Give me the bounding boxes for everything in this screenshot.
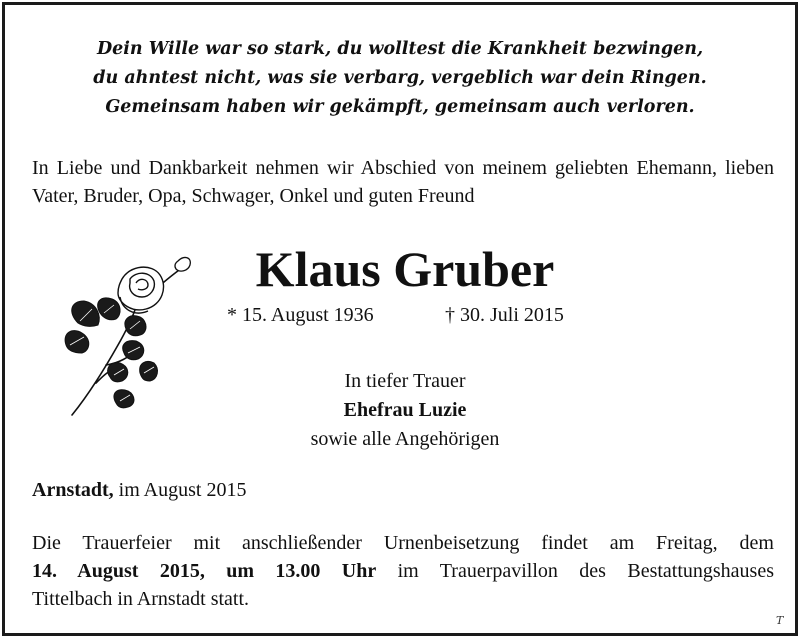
mourners-block xyxy=(205,367,605,454)
service-line: Tittelbach in Arnstadt statt. xyxy=(32,588,250,610)
month-year: im August 2015 xyxy=(118,479,247,501)
corner-mark: T xyxy=(776,614,784,627)
poem-line: Gemeinsam haben wir gekämpft, gemeinsam auch verloren. xyxy=(105,97,695,117)
service-line: Die Trauerfeier mit anschließender Urnenbeisetzung findet am Freitag, dem xyxy=(32,532,774,554)
mourning-phrase: In tiefer Trauer xyxy=(344,370,466,392)
obituary-frame xyxy=(2,2,798,636)
service-line xyxy=(32,557,774,585)
place-date-line xyxy=(32,479,246,502)
spouse-name: Ehefrau Luzie xyxy=(343,399,467,421)
service-location: im Trauerpavillon des Bestattungshauses xyxy=(397,560,774,582)
poem-line: du ahntest nicht, was sie verbarg, vergeblich war dein Ringen. xyxy=(93,68,707,88)
intro-text: In Liebe und Dankbarkeit nehmen wir Abschied von meinem geliebten Ehemann, lieben Vater, Bruder, Opa, Schwager, Onkel und guten Freund xyxy=(32,157,774,207)
poem-line: Dein Wille war so stark, du wolltest die Krankheit bezwingen, xyxy=(96,39,704,59)
birth-date: * 15. August 1936 xyxy=(227,304,374,326)
deceased-name: Klaus Gruber xyxy=(255,241,555,297)
service-notice xyxy=(32,529,774,613)
service-date-time: 14. August 2015, um 13.00 Uhr xyxy=(32,560,377,582)
poem xyxy=(5,35,795,122)
place-name: Arnstadt, xyxy=(32,479,114,501)
death-date: † 30. Juli 2015 xyxy=(445,304,564,326)
relatives-line: sowie alle Angehörigen xyxy=(310,428,500,450)
